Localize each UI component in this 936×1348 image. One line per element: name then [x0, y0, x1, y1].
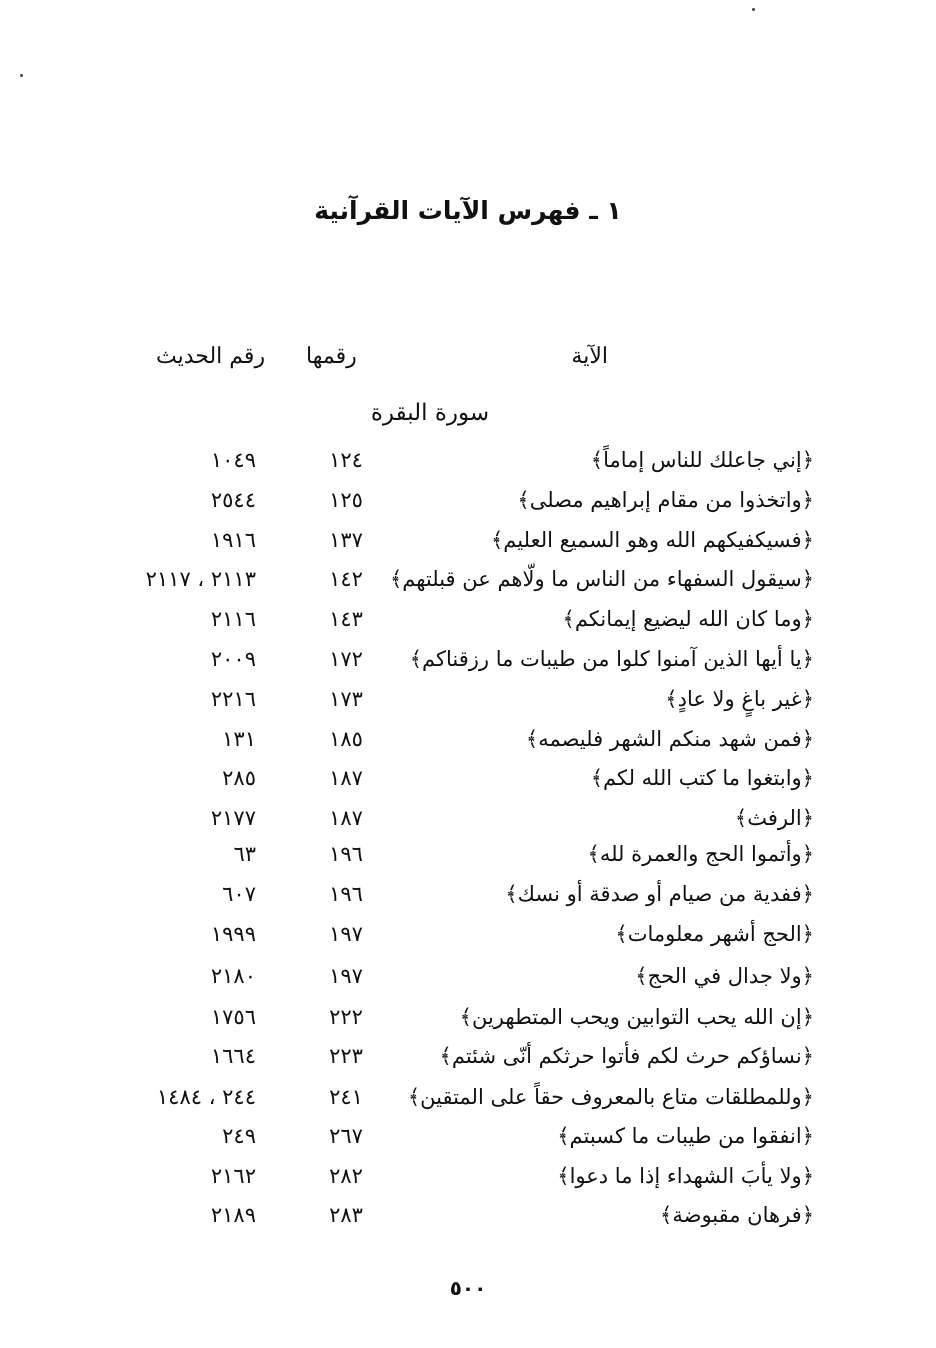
verse-text: ﴿نساؤكم حرث لكم فأتوا حرثكم أنّى شئتم﴾: [439, 1044, 814, 1068]
hadith-number: ١٧٥٦: [210, 1005, 256, 1029]
verse-number: ١٢٤: [329, 448, 363, 472]
header-verse: الآية: [571, 344, 608, 369]
verse-text: ﴿ولا يأبَ الشهداء إذا ما دعوا﴾: [557, 1164, 814, 1188]
verse-text: ﴿وابتغوا ما كتب الله لكم﴾: [590, 766, 814, 790]
verse-text: ﴿انفقوا من طيبات ما كسبتم﴾: [557, 1124, 814, 1148]
verse-number: ١٨٧: [329, 766, 363, 790]
verse-text: ﴿إن الله يحب التوابين ويحب المتطهرين﴾: [459, 1005, 814, 1029]
verse-text: ﴿فسيكفيكهم الله وهو السميع العليم﴾: [491, 528, 814, 552]
verse-number: ٢٨٣: [329, 1203, 363, 1227]
verse-number: ١٧٣: [329, 687, 363, 711]
table-row: [0, 1203, 936, 1243]
verse-number: ١٤٢: [329, 567, 363, 591]
verse-number: ١٨٧: [329, 806, 363, 830]
verse-text: ﴿وللمطلقات متاع بالمعروف حقاً على المتقين﴾: [407, 1085, 814, 1109]
hadith-number: ٢٥٤٤: [210, 488, 256, 512]
table-row: [0, 964, 936, 1004]
table-row: [0, 842, 936, 882]
verse-number: ١٩٧: [329, 922, 363, 946]
hadith-number: ٢١١٣ ، ٢١١٧: [145, 567, 256, 591]
hadith-number: ١٩١٦: [210, 528, 256, 552]
hadith-number: ٢٤٩: [222, 1124, 256, 1148]
verse-text: ﴿الحج أشهر معلومات﴾: [615, 922, 814, 946]
table-row: [0, 727, 936, 767]
verse-text: ﴿سيقول السفهاء من الناس ما ولّاهم عن قبلتهم﴾: [389, 567, 814, 591]
table-row: [0, 922, 936, 962]
hadith-number: ١٣١: [222, 727, 256, 751]
page-speck: [20, 74, 23, 77]
verse-number: ٢٨٢: [329, 1164, 363, 1188]
verse-number: ١٩٦: [329, 882, 363, 906]
hadith-number: ٢٠٠٩: [210, 647, 256, 671]
table-row: [0, 687, 936, 727]
table-row: [0, 448, 936, 488]
hadith-number: ٢١٧٧: [210, 806, 256, 830]
table-row: [0, 1085, 936, 1125]
verse-text: ﴿ولا جدال في الحج﴾: [635, 964, 814, 988]
verse-number: ١٨٥: [329, 727, 363, 751]
table-row: [0, 488, 936, 528]
verse-number: ١٩٦: [329, 842, 363, 866]
verse-text: ﴿واتخذوا من مقام إبراهيم مصلى﴾: [517, 488, 814, 512]
table-row: [0, 647, 936, 687]
header-hadith: رقم الحديث: [156, 344, 266, 369]
header-number: رقمها: [306, 344, 357, 369]
verse-text: ﴿وأتموا الحج والعمرة لله﴾: [587, 842, 814, 866]
hadith-number: ١٩٩٩: [210, 922, 256, 946]
hadith-number: ١٠٤٩: [210, 448, 256, 472]
table-row: [0, 1164, 936, 1204]
hadith-number: ١٦٦٤: [210, 1044, 256, 1068]
verse-number: ٢٢٢: [329, 1005, 363, 1029]
hadith-number: ٦٣: [233, 842, 256, 866]
table-row: [0, 528, 936, 568]
table-row: [0, 567, 936, 607]
hadith-number: ٢١١٦: [210, 607, 256, 631]
table-row: [0, 1124, 936, 1164]
verse-number: ٢٤١: [329, 1085, 363, 1109]
table-row: [0, 806, 936, 846]
page-title: ١ ـ فهرس الآيات القرآنية: [314, 196, 622, 225]
verse-text: ﴿فمن شهد منكم الشهر فليصمه﴾: [525, 727, 814, 751]
verse-number: ١٩٧: [329, 964, 363, 988]
verse-number: ١٧٢: [329, 647, 363, 671]
hadith-number: ٢٤٤ ، ١٤٨٤: [156, 1085, 256, 1109]
surah-title: سورة البقرة: [370, 400, 490, 426]
table-row: [0, 1005, 936, 1045]
hadith-number: ٢٨٥: [222, 766, 256, 790]
verse-text: ﴿ففدية من صيام أو صدقة أو نسك﴾: [505, 882, 814, 906]
verse-text: ﴿وما كان الله ليضيع إيمانكم﴾: [562, 607, 814, 631]
table-row: [0, 882, 936, 922]
table-row: [0, 607, 936, 647]
hadith-number: ٢١٨٠: [210, 964, 256, 988]
verse-number: ٢٦٧: [329, 1124, 363, 1148]
table-row: [0, 766, 936, 806]
verse-number: ٢٢٣: [329, 1044, 363, 1068]
hadith-number: ٢٢١٦: [210, 687, 256, 711]
verse-text: ﴿غير باغٍ ولا عادٍ﴾: [665, 687, 814, 711]
page-number: ٥٠٠: [449, 1276, 487, 1300]
verse-text: ﴿الرفث﴾: [734, 806, 814, 830]
table-row: [0, 1044, 936, 1084]
page-speck: [752, 8, 755, 11]
verse-text: ﴿فرهان مقبوضة﴾: [660, 1203, 814, 1227]
hadith-number: ٦٠٧: [222, 882, 256, 906]
verse-number: ١٤٣: [329, 607, 363, 631]
hadith-number: ٢١٦٢: [210, 1164, 256, 1188]
hadith-number: ٢١٨٩: [210, 1203, 256, 1227]
verse-text: ﴿يا أيها الذين آمنوا كلوا من طيبات ما رزقناكم﴾: [409, 647, 814, 671]
verse-number: ١٢٥: [329, 488, 363, 512]
verse-number: ١٣٧: [329, 528, 363, 552]
verse-text: ﴿إني جاعلك للناس إماماً﴾: [590, 448, 814, 472]
